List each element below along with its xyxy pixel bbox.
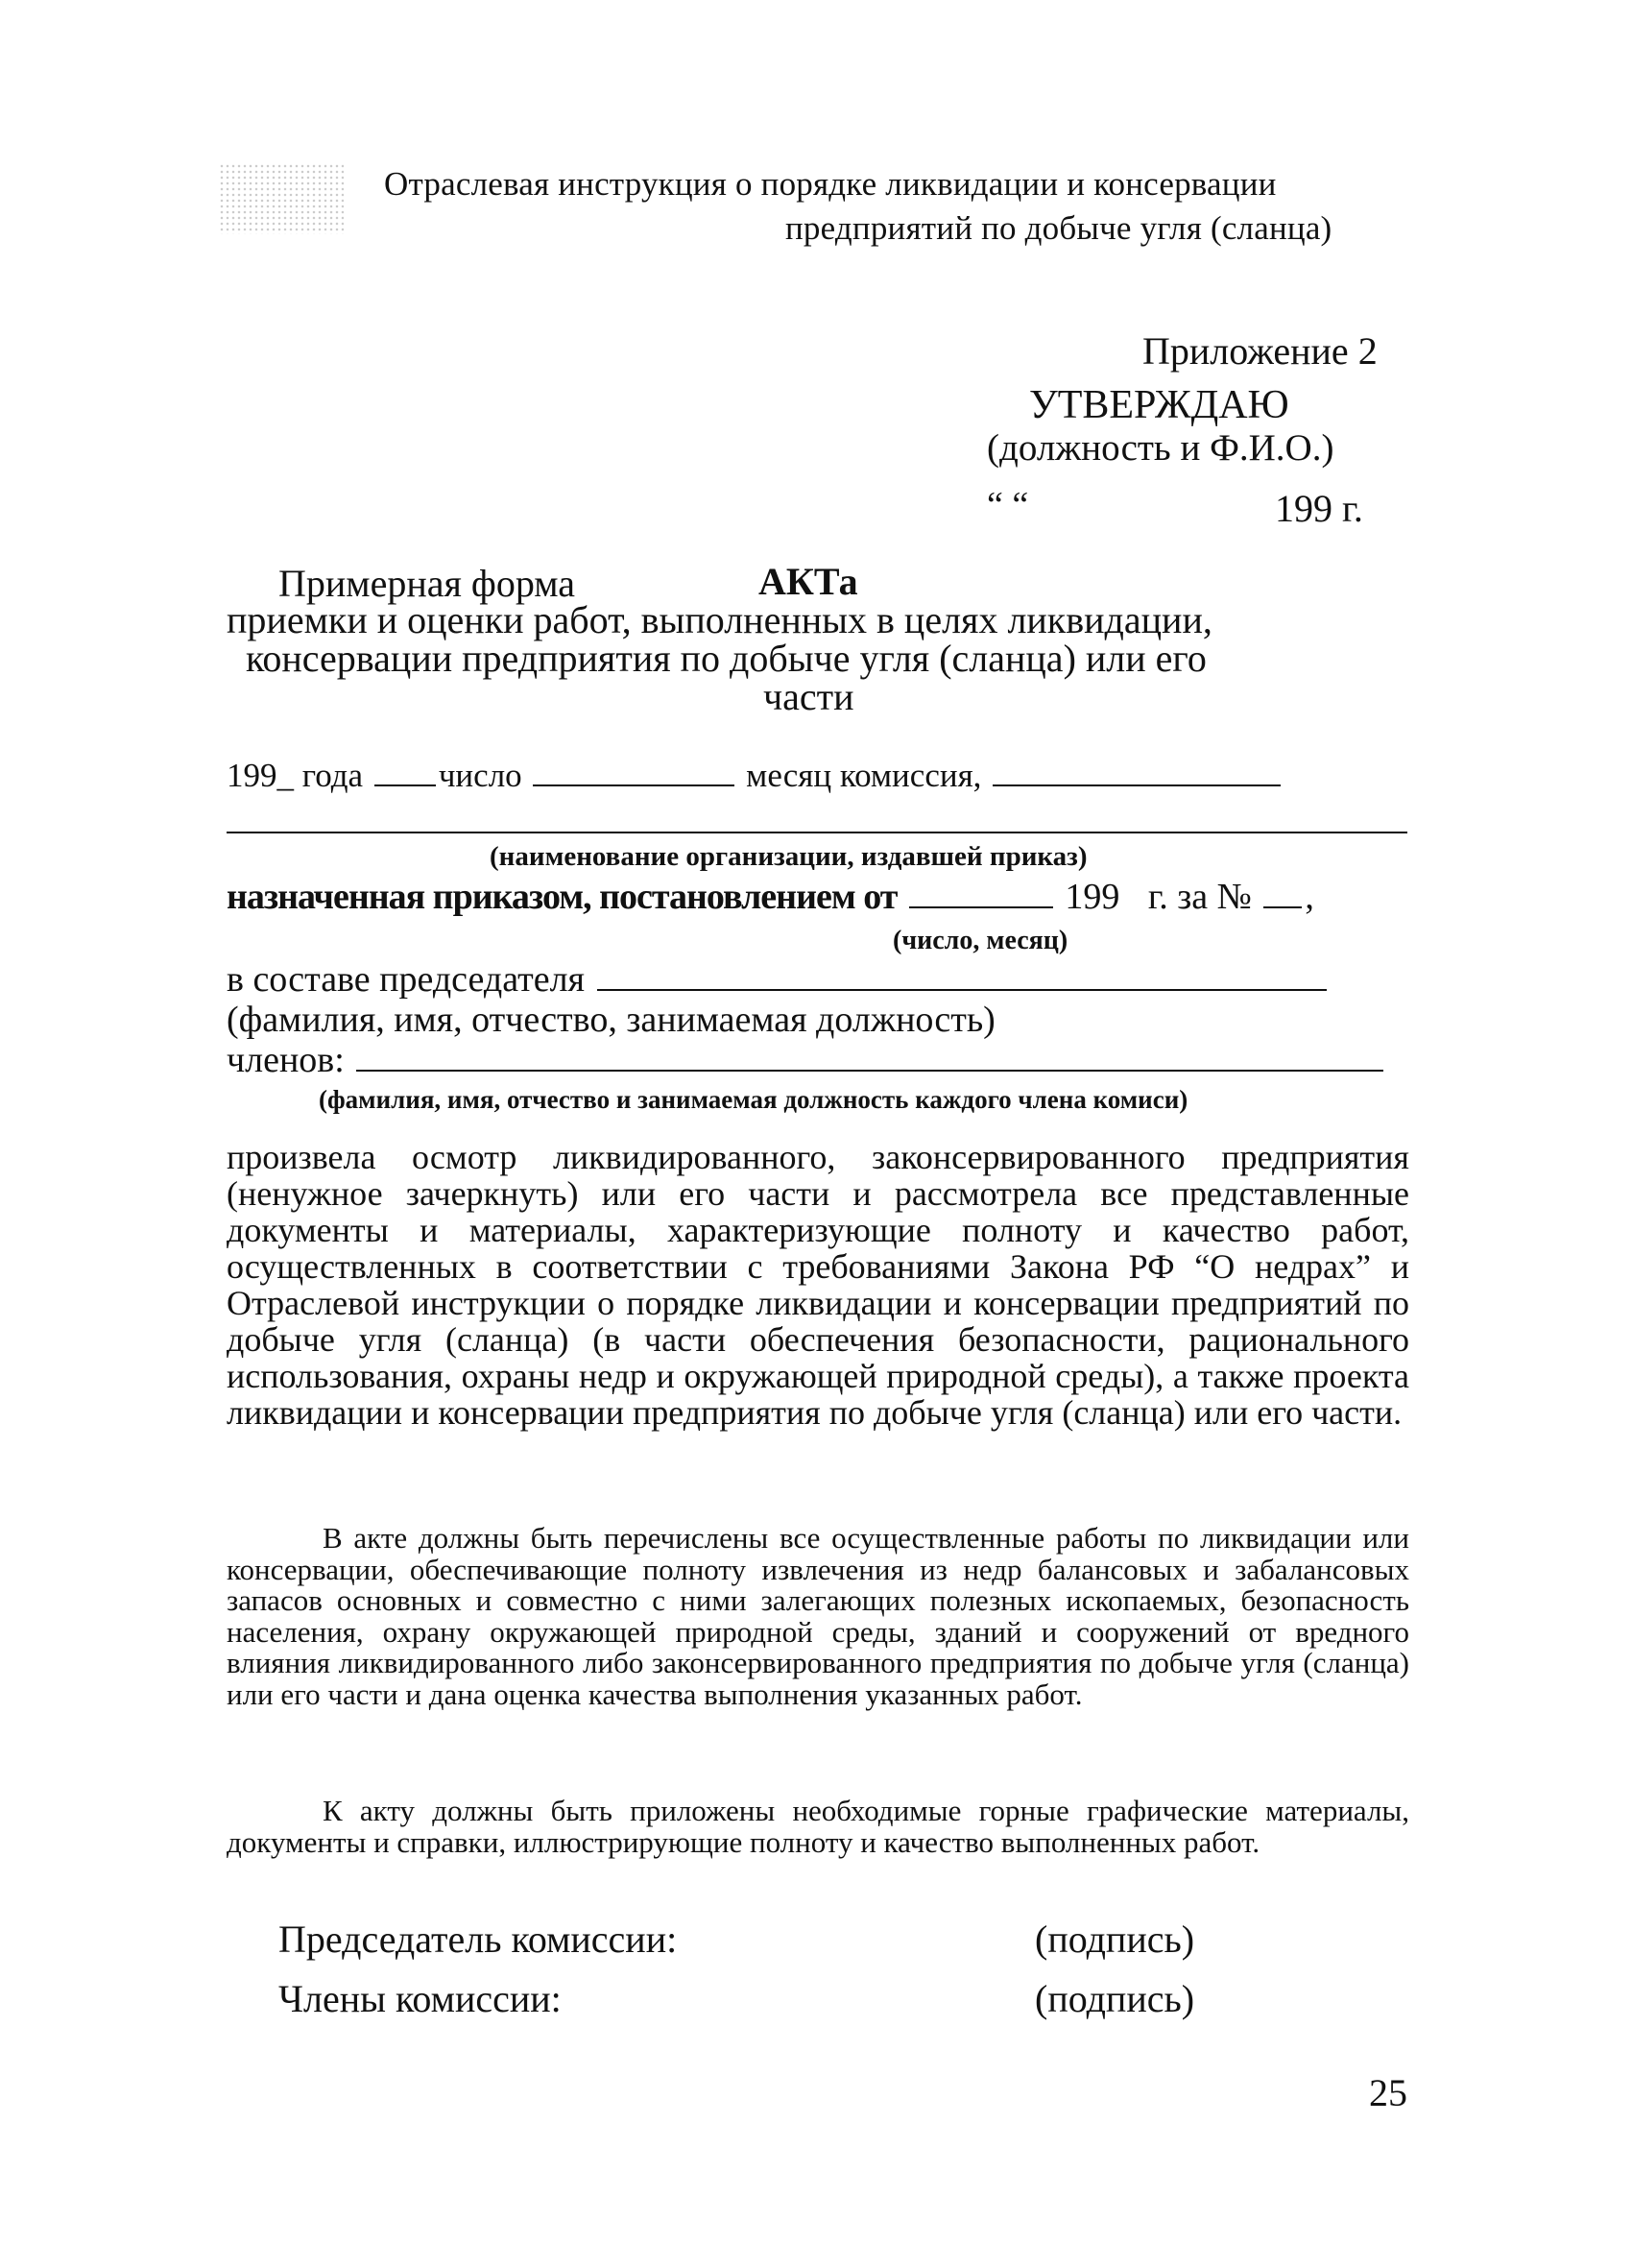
chairman-signature-placeholder: (подпись) (1035, 1918, 1195, 1961)
approval-year: 199 г. (1275, 487, 1363, 530)
chairman-label: в составе председателя (227, 959, 586, 1000)
form-date-line (227, 757, 1284, 795)
number-comma: , (1305, 877, 1314, 917)
chairman-signature-label: Председатель комиссии: (278, 1918, 678, 1961)
main-paragraph: произвела осмотр ликвидированного, законсервированного предприятия (ненужное зачеркнуть) или его части и рассмотрела все представленные документы и материалы, характеризующие полноту и качество работ, осуществленных в соответствии с требованиями Закона РФ “О недрах” и Отраслевой инструкции о порядке ликвидации и консервации предприятий по добыче угля (сланца) (в части обеспечения безопасности, рационального использования, охраны недр и окружающей природной среды), а также проекта ликвидации и консервации предприятия по добыче угля (сланца) или его части. (227, 1138, 1409, 1432)
number-label: г. за № (1147, 877, 1252, 917)
members-blank[interactable] (356, 1069, 1383, 1072)
year-prefix: 199_ года (227, 757, 364, 794)
header-line-1: Отраслевая инструкция о порядке ликвидации и консервации (384, 165, 1277, 203)
form-label: Примерная форма (278, 562, 576, 605)
chairman-line (227, 958, 1330, 1001)
appointed-year: 199 (1065, 877, 1120, 917)
month-label: месяц комиссия, (746, 757, 982, 794)
act-label: АКТа (758, 560, 858, 603)
commission-blank[interactable] (993, 784, 1281, 786)
members-line (227, 1039, 1386, 1081)
organization-caption: (наименование организации, издавшей приказ) (490, 841, 1088, 872)
date-caption: (число, месяц) (893, 926, 1068, 955)
approve-label: УТВЕРЖДАЮ (1029, 383, 1289, 427)
day-blank[interactable] (374, 784, 436, 786)
quote-marks: “ “ (987, 485, 1029, 525)
title-line-2: приемки и оценки работ, выполненных в целях ликвидации, (227, 598, 1212, 641)
position-caption: (должность и Ф.И.О.) (987, 427, 1334, 469)
month-blank[interactable] (533, 784, 734, 786)
organization-line[interactable] (227, 832, 1407, 833)
members-caption: (фамилия, имя, отчество и занимаемая должность каждого члена комиси) (319, 1085, 1188, 1114)
appendix-label: Приложение 2 (1142, 329, 1378, 373)
members-signature-placeholder: (подпись) (1035, 1977, 1195, 2020)
appointed-label: назначенная приказом, постановлением от (227, 877, 898, 917)
page-number: 25 (1369, 2071, 1407, 2114)
chairman-blank[interactable] (597, 988, 1327, 991)
third-paragraph: К акту должны быть приложены необходимые горные графические материалы, документы и справки, иллюстрирующие полноту и качество выполненных работ. (227, 1794, 1409, 1859)
title-line-3: консервации предприятия по добыче угля (сланца) или его (246, 637, 1207, 680)
scan-noise (219, 163, 344, 234)
members-signature-label: Члены комиссии: (278, 1977, 562, 2020)
chairman-caption: (фамилия, имя, отчество, занимаемая должность) (227, 1000, 996, 1040)
number-blank[interactable] (1263, 905, 1302, 908)
day-label: число (438, 757, 522, 794)
title-line-4: части (763, 675, 854, 718)
members-label: членов: (227, 1040, 345, 1080)
header-line-2: предприятий по добыче угля (сланца) (785, 209, 1332, 247)
appointed-date-blank[interactable] (909, 905, 1053, 908)
appointed-line (227, 876, 1314, 918)
second-paragraph: В акте должны быть перечислены все осуществленные работы по ликвидации или консервации, обеспечивающие полноту извлечения из недр балансовых и забалансовых запасов основных и совместно с ними залегающих полезных ископаемых, безопасность населения, охрану окружающей природной среды, зданий и сооружений от вредного влияния ликвидированного либо законсервированного предприятия по добыче угля (сланца) или его части и дана оценка качества выполнения указанных работ. (227, 1521, 1409, 1711)
